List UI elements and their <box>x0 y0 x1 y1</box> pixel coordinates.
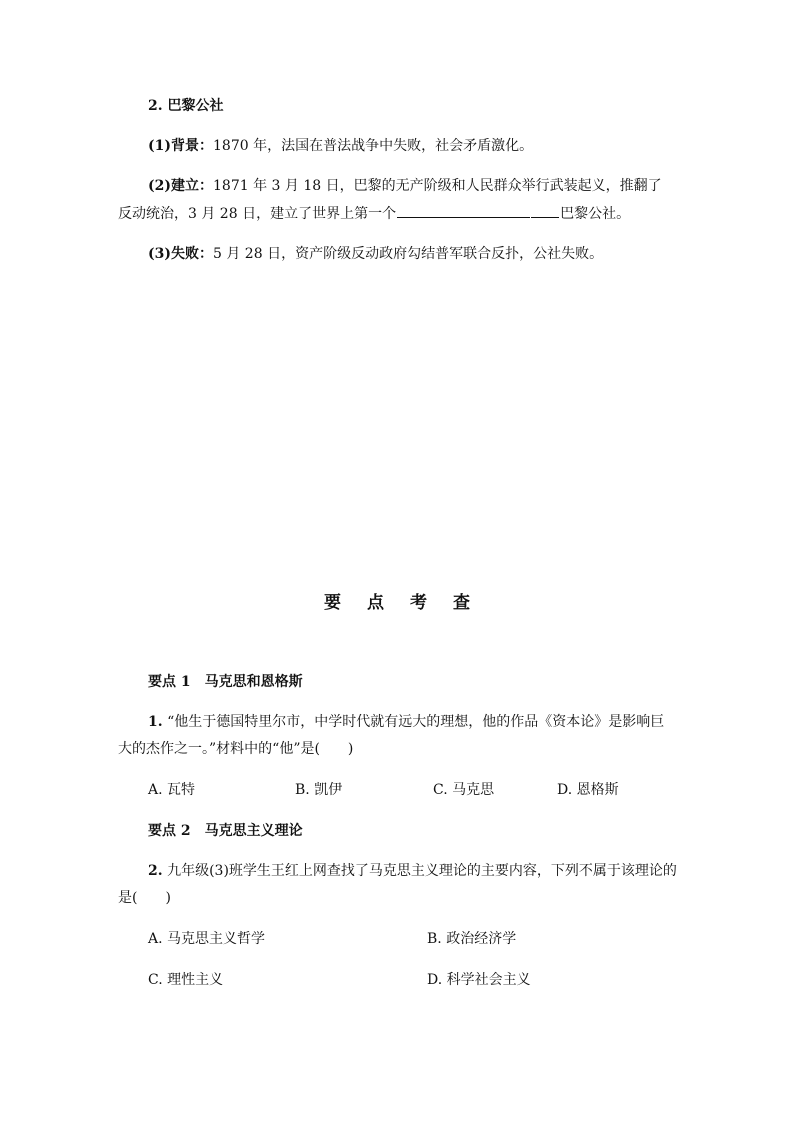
q2-line-1 <box>148 861 677 881</box>
q2-number: 2. <box>148 863 163 879</box>
failure-text: 5 月 28 日，资产阶级反动政府勾结普军联合反扑，公社失败。 <box>213 246 604 262</box>
q2-option-b[interactable]: B. 政治经济学 <box>427 931 517 947</box>
q1-option-a[interactable]: A. 瓦特 <box>148 782 196 798</box>
failure-line <box>148 244 603 264</box>
background-label: (1)背景： <box>148 138 213 154</box>
background-line <box>148 136 533 156</box>
q1-option-c[interactable]: C. 马克思 <box>433 782 495 798</box>
q1-number: 1. <box>148 714 163 730</box>
q2-line-2: 是( ) <box>118 890 171 906</box>
q1-option-d[interactable]: D. 恩格斯 <box>557 782 619 798</box>
establish-line-2 <box>118 203 630 224</box>
dash-mark <box>531 208 559 218</box>
q1-line-2: 大的杰作之一。”材料中的“他”是( ) <box>118 741 354 757</box>
q2-option-d[interactable]: D. 科学社会主义 <box>427 972 531 988</box>
q2-option-c[interactable]: C. 理性主义 <box>148 972 224 988</box>
q1-text-1: “他生于德国特里尔市，中学时代就有远大的理想，他的作品《资本论》是影响巨 <box>167 714 665 730</box>
establish-text-2b: 巴黎公社。 <box>560 206 631 222</box>
failure-label: (3)失败： <box>148 246 213 262</box>
point1-heading: 要点 1 马克思和恩格斯 <box>148 674 303 690</box>
section-title: 要点考查 <box>324 593 496 613</box>
section-heading: 2. 巴黎公社 <box>148 98 224 114</box>
fill-in-blank[interactable] <box>397 203 530 218</box>
background-text: 1870 年，法国在普法战争中失败，社会矛盾激化。 <box>213 138 534 154</box>
establish-text-1: 1871 年 3 月 18 日，巴黎的无产阶级和人民群众举行武装起义，推翻了 <box>213 178 662 194</box>
establish-line-1 <box>148 176 662 196</box>
q1-line-1 <box>148 712 664 732</box>
q1-option-b[interactable]: B. 凯伊 <box>295 782 343 798</box>
establish-label: (2)建立： <box>148 178 213 194</box>
q2-text-1: 九年级(3)班学生王红上网查找了马克思主义理论的主要内容，下列不属于该理论的 <box>167 863 677 879</box>
establish-text-2a: 反动统治，3 月 28 日，建立了世界上第一个 <box>118 206 397 222</box>
q2-option-a[interactable]: A. 马克思主义哲学 <box>148 931 266 947</box>
point2-heading: 要点 2 马克思主义理论 <box>148 823 303 839</box>
